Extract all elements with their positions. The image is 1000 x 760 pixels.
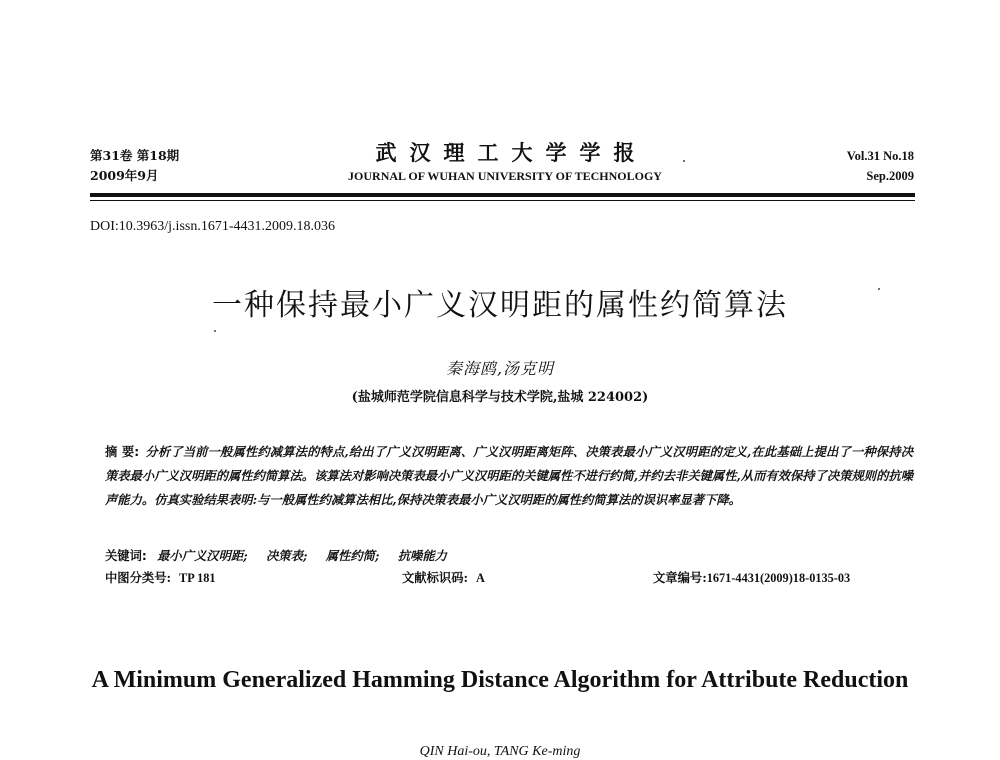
article-number-value: 1671-4431(2009)18-0135-03 <box>706 571 851 585</box>
scan-speck <box>878 288 880 290</box>
keywords <box>105 546 461 564</box>
clc-label: 中图分类号: <box>105 570 172 585</box>
clc-value: TP 181 <box>179 571 216 585</box>
doc-code-label: 文献标识码: <box>402 570 469 585</box>
paper-title-cn: 一种保持最小广义汉明距的属性约简算法 <box>212 288 788 323</box>
keyword-item: 抗噪能力 <box>397 548 447 563</box>
classification-row <box>105 568 915 586</box>
scan-speck <box>214 330 216 332</box>
abstract-text: 分析了当前一般属性约减算法的特点,给出了广义汉明距离、广义汉明距离矩阵、决策表最小广义汉明距的定义,在此基础上提出了一种保持决策表最小广义汉明距的属性约简算法。该算法对影响决策表最小广义汉明距的关键属性不进行约简,并约去非关键属性,从而有效保持了决策规则的抗噪声能力。仿真实验结果表明:与一般属性约减算法相比,保持决策表最小广义汉明距的属性约简算法的误识率显著下降。 <box>105 444 913 507</box>
abstract <box>105 440 913 512</box>
article-number-label: 文章编号: <box>653 570 707 585</box>
journal-name-cn: 武汉理工大学学报 <box>375 140 648 165</box>
doi: DOI:10.3963/j.issn.1671-4431.2009.18.036 <box>90 219 335 234</box>
journal-volume-block <box>90 146 179 186</box>
header-rule-thick <box>90 193 915 197</box>
affiliation-cn: (盐城师范学院信息科学与技术学院,盐城 224002) <box>351 390 649 405</box>
authors-cn: 秦海鸥,汤克明 <box>445 359 555 378</box>
authors-en: QIN Hai-ou, TANG Ke-ming <box>419 744 581 759</box>
journal-name-block <box>300 140 710 184</box>
volume-issue-cn: 第31卷 第18期 <box>90 148 180 163</box>
keywords-label: 关键词: <box>105 549 147 563</box>
date-cn: 2009年9月 <box>90 168 159 183</box>
date-en: Sep.2009 <box>866 169 914 183</box>
doc-code-value: A <box>476 571 485 585</box>
keyword-item: 最小广义汉明距; <box>157 548 248 563</box>
abstract-label: 摘 要: <box>105 445 140 459</box>
volume-issue-en: Vol.31 No.18 <box>846 149 914 163</box>
keyword-item: 属性约简; <box>325 548 380 563</box>
document-code <box>402 568 485 586</box>
header-rule-thin <box>90 200 915 201</box>
journal-name-en: JOURNAL OF WUHAN UNIVERSITY OF TECHNOLOGY <box>348 169 662 183</box>
scan-speck <box>683 160 685 162</box>
paper-title-en: A Minimum Generalized Hamming Distance Algorithm for Attribute Reduction <box>91 667 909 693</box>
journal-volume-en-block <box>847 146 914 186</box>
article-number <box>653 568 850 586</box>
keyword-item: 决策表; <box>266 548 308 563</box>
